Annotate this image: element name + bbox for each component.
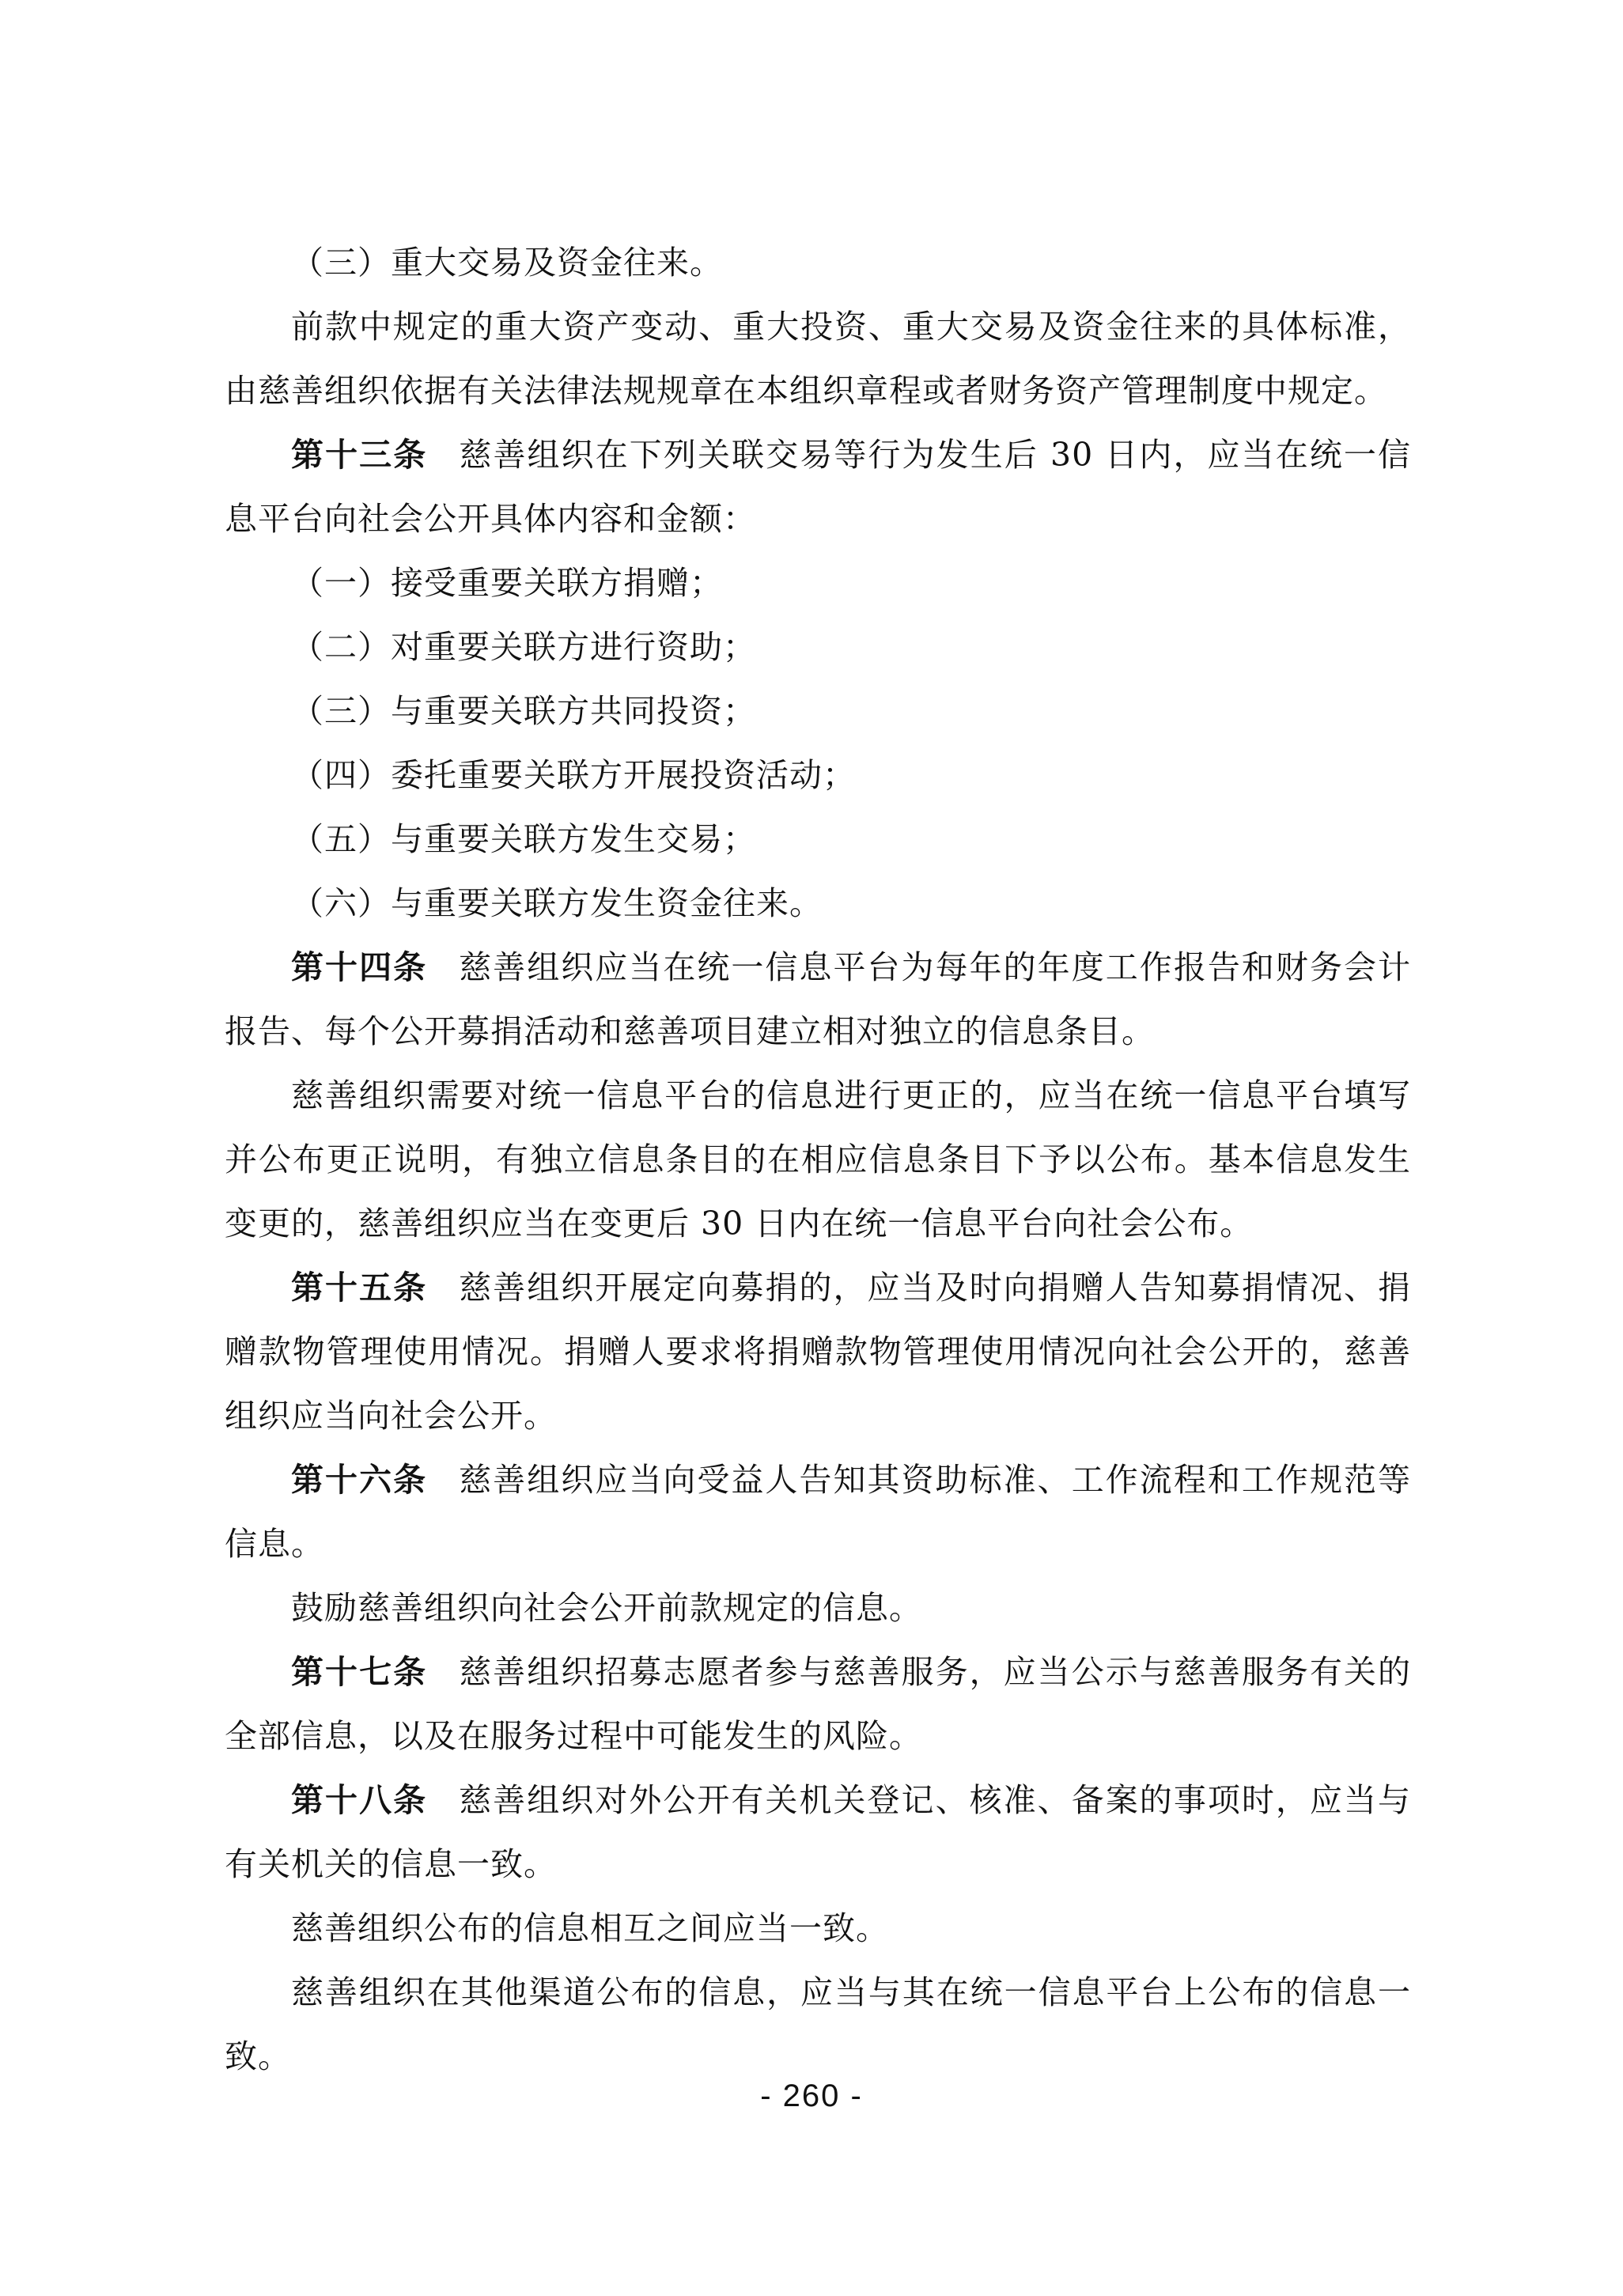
- article-text: 慈善组织应当向受益人告知其资助标准、工作流程和工作规范等信息。: [225, 1461, 1412, 1563]
- list-item: （三）重大交易及资金往来。: [291, 244, 723, 282]
- list-item: （五）与重要关联方发生交易；: [291, 820, 756, 858]
- article-text: 慈善组织招募志愿者参与慈善服务，应当公示与慈善服务有关的全部信息，以及在服务过程中可能发生的风险。: [225, 1653, 1412, 1755]
- page-number: - 260 -: [760, 2079, 863, 2113]
- article-label: 第十八条: [291, 1781, 428, 1819]
- article-text: 慈善组织开展定向募捐的，应当及时向捐赠人告知募捐情况、捐赠款物管理使用情况。捐赠人要求将捐赠款物管理使用情况向社会公开的，慈善组织应当向社会公开。: [225, 1269, 1412, 1435]
- article-label: 第十七条: [291, 1653, 428, 1691]
- list-item: （一）接受重要关联方捐赠；: [291, 564, 723, 602]
- list-item: （二）对重要关联方进行资助；: [291, 628, 756, 666]
- article-paragraph: [225, 936, 1411, 1064]
- document-body: [225, 231, 1411, 2089]
- article-text: 慈善组织对外公开有关机关登记、核准、备案的事项时，应当与有关机关的信息一致。: [225, 1781, 1412, 1883]
- paragraph: 鼓励慈善组织向社会公开前款规定的信息。: [291, 1589, 922, 1627]
- article-paragraph: [225, 423, 1411, 551]
- article-label: 第十三条: [291, 436, 428, 474]
- paragraph: 前款中规定的重大资产变动、重大投资、重大交易及资金往来的具体标准，由慈善组织依据有关法律法规规章在本组织章程或者财务资产管理制度中规定。: [225, 308, 1411, 410]
- article-label: 第十六条: [291, 1461, 428, 1499]
- list-item: （四）委托重要关联方开展投资活动；: [291, 756, 856, 794]
- paragraph: 慈善组织需要对统一信息平台的信息进行更正的，应当在统一信息平台填写并公布更正说明，有独立信息条目的在相应信息条目下予以公布。基本信息发生变更的，慈善组织应当在变更后 30 日内在统一信息平台向社会公布。: [225, 1076, 1411, 1243]
- article-paragraph: [225, 1448, 1411, 1576]
- list-item: （三）与重要关联方共同投资；: [291, 692, 756, 730]
- paragraph: 慈善组织公布的信息相互之间应当一致。: [291, 1909, 889, 1947]
- article-label: 第十四条: [291, 948, 428, 986]
- article-text: 慈善组织在下列关联交易等行为发生后 30 日内，应当在统一信息平台向社会公开具体内容和金额：: [225, 436, 1412, 538]
- article-paragraph: [225, 1768, 1411, 1897]
- list-item: （六）与重要关联方发生资金往来。: [291, 884, 823, 922]
- article-label: 第十五条: [291, 1269, 428, 1307]
- article-paragraph: [225, 1640, 1411, 1768]
- article-paragraph: [225, 1256, 1411, 1448]
- article-text: 慈善组织应当在统一信息平台为每年的年度工作报告和财务会计报告、每个公开募捐活动和慈善项目建立相对独立的信息条目。: [225, 948, 1412, 1050]
- paragraph: 慈善组织在其他渠道公布的信息，应当与其在统一信息平台上公布的信息一致。: [225, 1973, 1411, 2075]
